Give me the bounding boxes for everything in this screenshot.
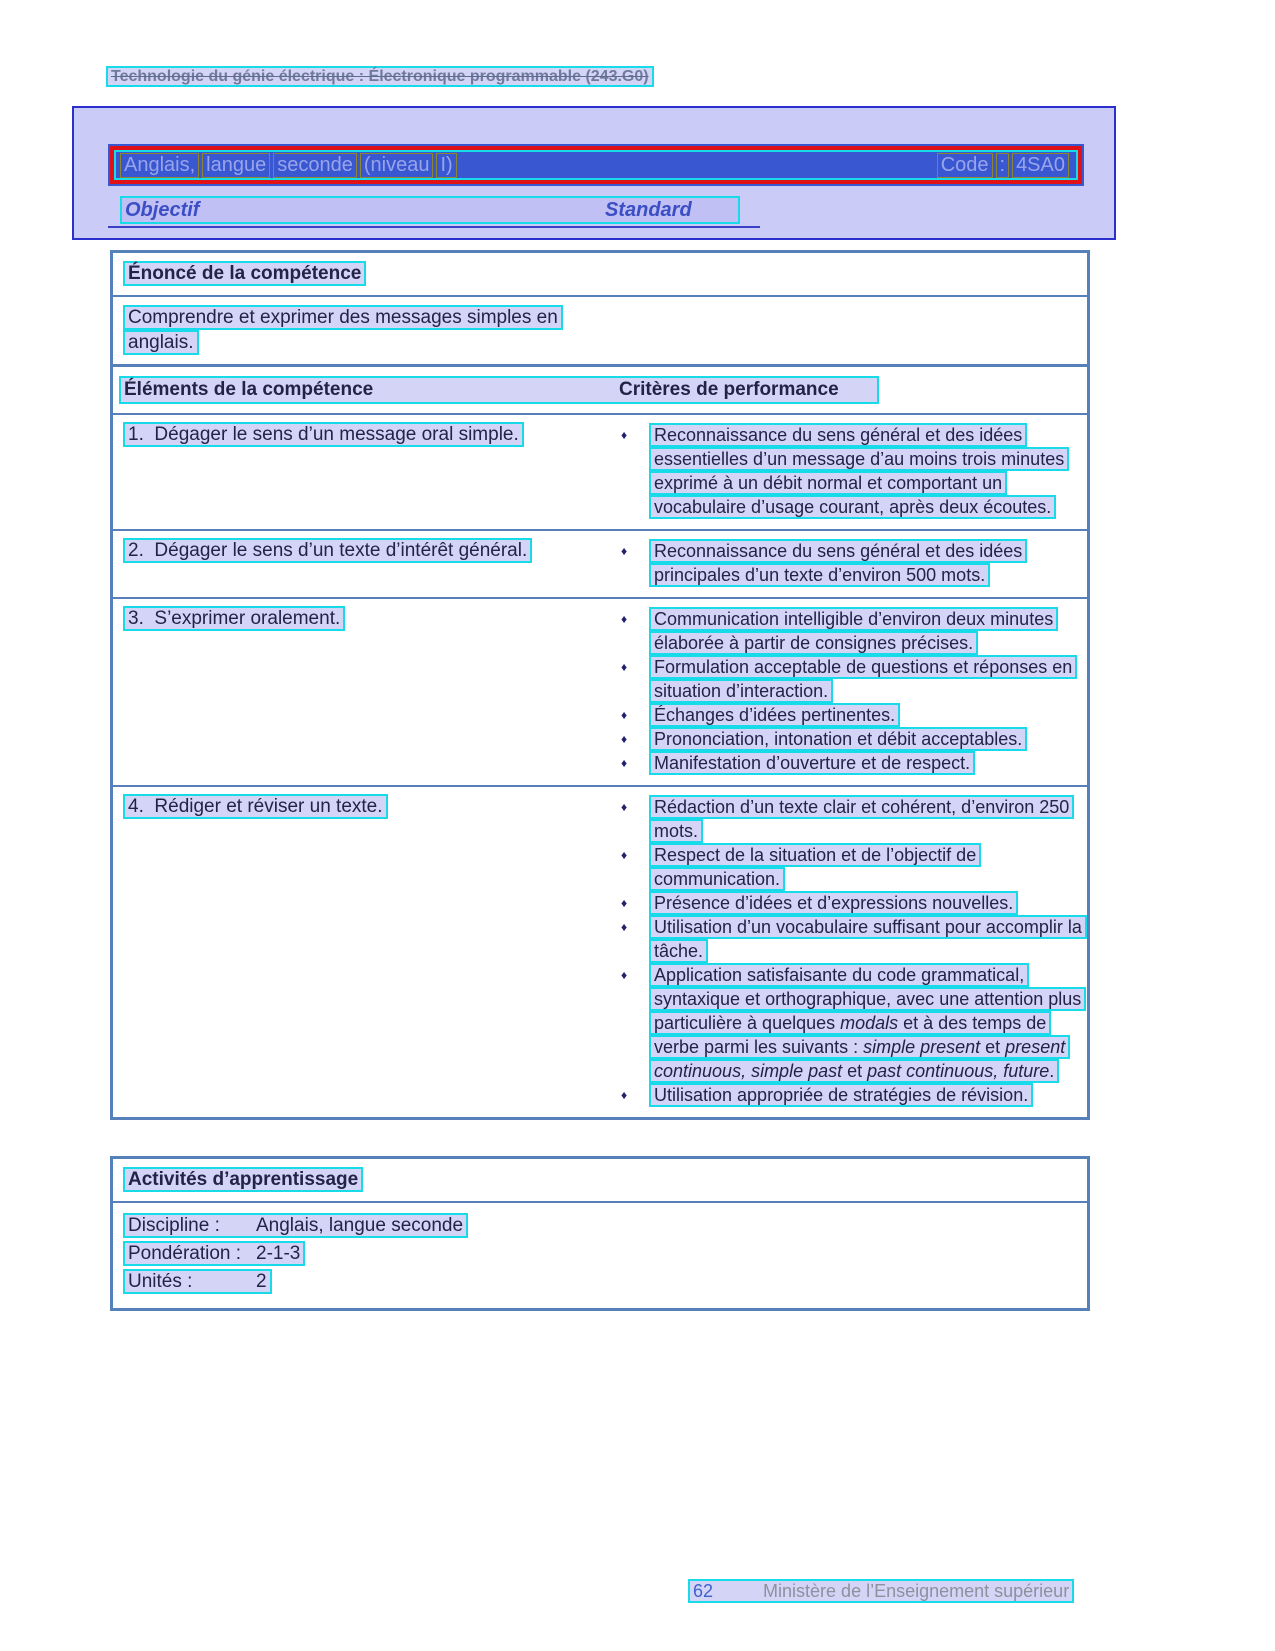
activity-label: Discipline : [128, 1215, 220, 1236]
activities-rows [113, 1203, 1087, 1308]
element-cell [113, 795, 615, 1107]
page-header-text: Technologie du génie électrique : Électronique programmable (243.G0) [106, 66, 654, 87]
criterion-body [649, 751, 1085, 775]
criterion-item [615, 423, 1087, 519]
activity-row [123, 1240, 1087, 1267]
element-cell [113, 607, 615, 775]
activity-value: 2 [256, 1271, 267, 1292]
criterion-item [615, 915, 1087, 963]
element-text: 1. Dégager le sens d’un message oral simple. [123, 422, 524, 447]
criterion-body [649, 607, 1085, 655]
criterion-body [649, 795, 1085, 843]
criterion-text: Utilisation appropriée de stratégies de révision. [649, 1083, 1033, 1107]
activity-box [123, 1241, 305, 1266]
criterion-item [615, 607, 1087, 655]
element-text: 3. S’exprimer oralement. [123, 606, 345, 631]
banner-title [120, 153, 460, 178]
criterion-body [649, 727, 1085, 751]
criterion-body [649, 843, 1085, 891]
enonce-header-row [113, 253, 1087, 297]
element-text: 4. Rédiger et réviser un texte. [123, 794, 388, 819]
criterion-body [649, 1083, 1085, 1107]
table-row [113, 597, 1087, 785]
bullet-icon: ♦ [621, 660, 628, 674]
bullet-icon: ♦ [621, 708, 628, 722]
page-header [106, 66, 654, 88]
ministry-text: Ministère de l’Enseignement supérieur [763, 1581, 1070, 1601]
criterion-body [649, 963, 1085, 1083]
criterion-body [649, 655, 1085, 703]
bullet-icon: ♦ [621, 800, 628, 814]
bullet-icon: ♦ [621, 968, 628, 982]
heading-objectif: Objectif [125, 199, 200, 221]
word-box: 4SA0 [1012, 153, 1069, 178]
word-box: I) [436, 153, 456, 178]
criterion-item [615, 1083, 1087, 1107]
criterion-text: Reconnaissance du sens général et des idées essentielles d’un message d’au moins trois minutes exprimé à un débit normal et comportant un vocabulaire d’usage courant, après deux écoutes. [649, 423, 1069, 519]
enonce-body-row [113, 297, 633, 369]
word-box: Anglais, [120, 153, 199, 178]
competence-header-row [113, 367, 1087, 415]
criteria-cell [615, 539, 1087, 587]
bullet-icon: ♦ [621, 1088, 628, 1102]
criterion-body [649, 703, 1085, 727]
criterion-item [615, 703, 1087, 727]
section-heading-box [120, 196, 740, 224]
activity-row [123, 1268, 1087, 1295]
criterion-text: Échanges d’idées pertinentes. [649, 703, 900, 727]
activity-value: Anglais, langue seconde [256, 1215, 464, 1236]
criteria-cell [615, 423, 1087, 519]
activity-label: Unités : [128, 1271, 193, 1292]
criterion-text: Reconnaissance du sens général et des idées principales d’un texte d’environ 500 mots. [649, 539, 1027, 587]
criterion-body [649, 891, 1085, 915]
word-box: langue [202, 153, 270, 178]
criteria-cell [615, 607, 1087, 775]
bullet-icon: ♦ [621, 920, 628, 934]
page-number: 62 [693, 1581, 714, 1601]
bullet-icon: ♦ [621, 896, 628, 910]
word-box: : [996, 153, 1010, 178]
heading-standard: Standard [605, 199, 692, 221]
section-heading-row [108, 196, 760, 228]
activity-row [123, 1212, 1087, 1239]
criterion-body [649, 915, 1085, 963]
course-banner [108, 144, 1084, 186]
criterion-item [615, 655, 1087, 703]
competence-col2-header: Critères de performance [619, 379, 839, 400]
activities-header: Activités d’apprentissage [123, 1167, 363, 1192]
bullet-icon: ♦ [621, 756, 628, 770]
criterion-text: Communication intelligible d’environ deux minutes élaborée à partir de consignes précises. [649, 607, 1058, 655]
activity-value: 2-1-3 [256, 1243, 301, 1264]
footer [688, 1580, 1074, 1602]
annotation-cyan-box [114, 150, 1078, 180]
criterion-text: Prononciation, intonation et débit acceptables. [649, 727, 1027, 751]
competence-header-box [119, 376, 879, 404]
criterion-text: Rédaction d’un texte clair et cohérent, d’environ 250 mots. [649, 795, 1074, 843]
competence-table [110, 364, 1090, 1120]
enonce-body: Comprendre et exprimer des messages simples en anglais. [123, 305, 563, 355]
competence-rows [113, 415, 1087, 1117]
criterion-item [615, 795, 1087, 843]
element-cell [113, 423, 615, 519]
activity-box [123, 1213, 468, 1238]
activity-box [123, 1269, 272, 1294]
criterion-text: Présence d’idées et d’expressions nouvelles. [649, 891, 1018, 915]
word-box: seconde [273, 153, 357, 178]
criterion-body [649, 423, 1085, 519]
element-cell [113, 539, 615, 587]
competence-col1-header: Éléments de la compétence [124, 379, 374, 400]
bullet-icon: ♦ [621, 848, 628, 862]
criterion-text: Respect de la situation et de l’objectif de communication. [649, 843, 981, 891]
enonce-table [110, 250, 1090, 372]
criteria-cell [615, 795, 1087, 1107]
activity-label: Pondération : [128, 1243, 242, 1264]
table-row [113, 415, 1087, 529]
annotation-red-box [110, 146, 1082, 184]
criterion-body [649, 539, 1085, 587]
activities-table [110, 1156, 1090, 1311]
element-text: 2. Dégager le sens d’un texte d’intérêt général. [123, 538, 532, 563]
table-row [113, 529, 1087, 597]
criterion-item [615, 843, 1087, 891]
bullet-icon: ♦ [621, 732, 628, 746]
banner-code [937, 153, 1072, 178]
bullet-icon: ♦ [621, 428, 628, 442]
criterion-text: Manifestation d’ouverture et de respect. [649, 751, 975, 775]
objective-standard-panel [72, 106, 1116, 240]
activities-header-row [113, 1159, 1087, 1203]
criterion-text: Application satisfaisante du code grammatical, syntaxique et orthographique, avec une attention plus particulière à quelques modals et à des temps de verbe parmi les suivants : simple present et present continuous, simple past et past continuous, future. [649, 963, 1086, 1083]
criterion-item [615, 539, 1087, 587]
bullet-icon: ♦ [621, 612, 628, 626]
criterion-item [615, 751, 1087, 775]
word-box: Code [937, 153, 993, 178]
word-box: (niveau [360, 153, 434, 178]
criterion-item [615, 963, 1087, 1083]
criterion-item [615, 727, 1087, 751]
table-row [113, 785, 1087, 1117]
criterion-text: Utilisation d’un vocabulaire suffisant pour accomplir la tâche. [649, 915, 1087, 963]
enonce-header: Énoncé de la compétence [123, 261, 366, 286]
bullet-icon: ♦ [621, 544, 628, 558]
criterion-text: Formulation acceptable de questions et réponses en situation d’interaction. [649, 655, 1077, 703]
criterion-item [615, 891, 1087, 915]
